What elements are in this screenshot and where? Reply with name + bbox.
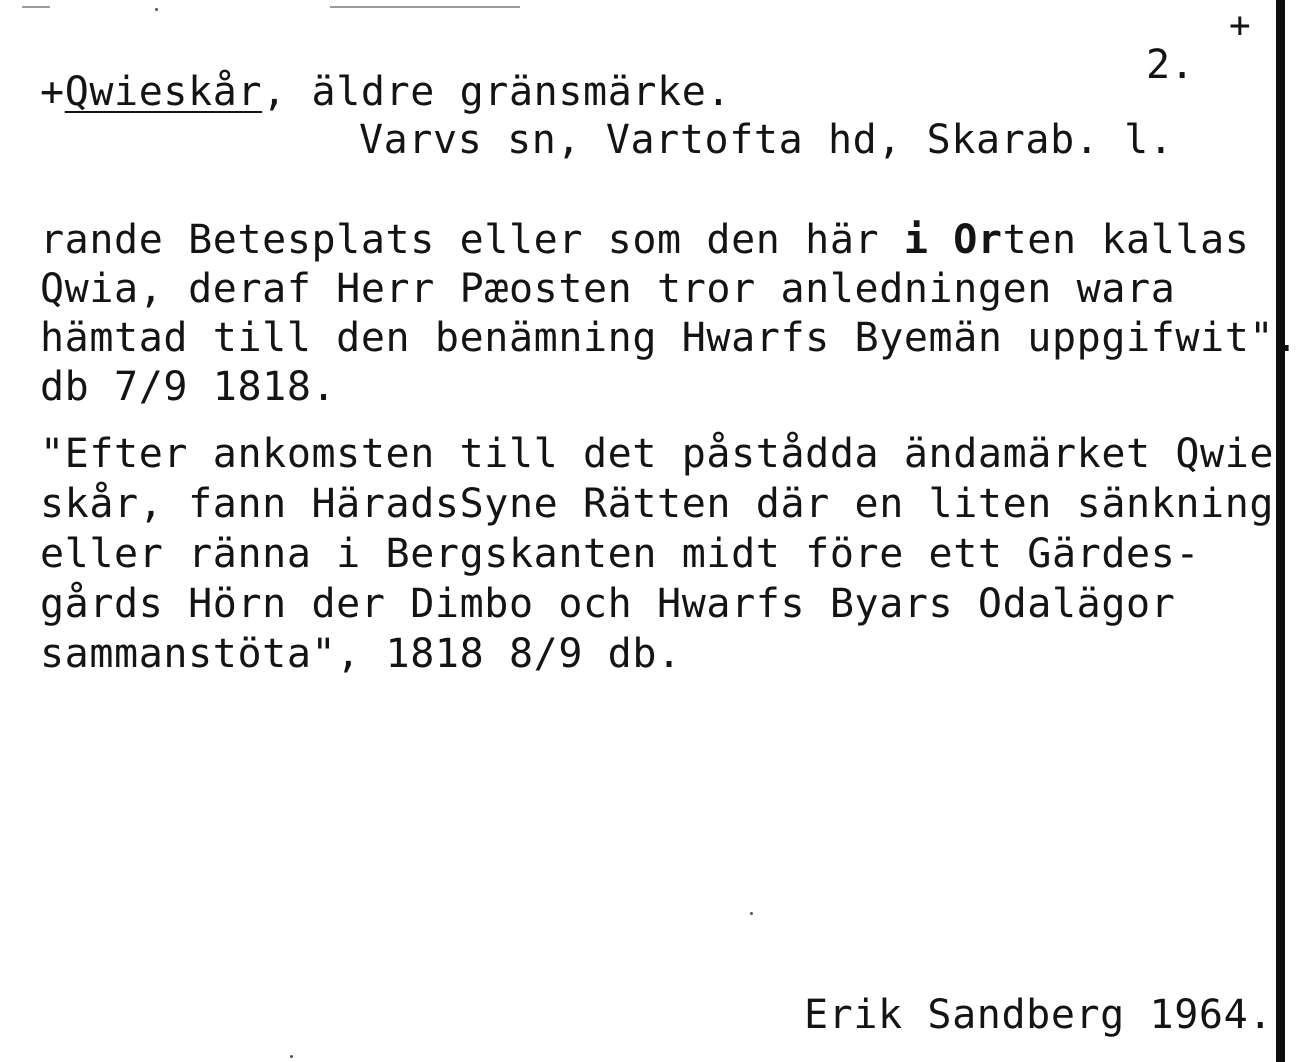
paragraph2-line: eller ränna i Bergskanten midt före ett Gärdes- (40, 531, 1201, 577)
card-right-edge (1276, 0, 1285, 1062)
paragraph2-line: sammanstöta", 1818 8/9 db. (40, 631, 682, 677)
paragraph1-line: db 7/9 1818. (40, 364, 337, 410)
author-signature: Erik Sandberg 1964. (804, 992, 1273, 1038)
paragraph1-line: hämtad till den benämning Hwarfs Byemän uppgifwit". (40, 315, 1299, 361)
paragraph2-line: skår, fann HäradsSyne Rätten där en liten sänkning (40, 481, 1275, 527)
card-number: 2. (1146, 42, 1195, 88)
ink-speck (290, 1055, 293, 1058)
paragraph1-line (40, 216, 1249, 264)
top-edge-mark (22, 6, 50, 8)
card-header-line (40, 68, 731, 116)
text-segment: i Or (903, 217, 1003, 263)
paragraph2-line: gårds Hörn der Dimbo och Hwarfs Byars Odalägor (40, 581, 1176, 627)
text-segment: rande Betesplats eller som den här (40, 217, 904, 263)
text-segment: ten kallas (1002, 217, 1250, 263)
ink-speck (155, 8, 158, 11)
paragraph2-line: "Efter ankomsten till det påstådda ändamärket Qwie (40, 431, 1275, 477)
ink-speck (750, 912, 753, 915)
location-line: Varvs sn, Vartofta hd, Skarab. l. (359, 117, 1174, 163)
corner-mark: + (1229, 5, 1251, 46)
paragraph1-line: Qwia, deraf Herr Pæosten tror anledningen wara (40, 266, 1176, 312)
dagger-mark: + (40, 69, 65, 115)
headword: Qwieskår (64, 69, 263, 115)
headword-description: , äldre gränsmärke. (262, 69, 732, 115)
top-edge-mark (330, 6, 520, 8)
